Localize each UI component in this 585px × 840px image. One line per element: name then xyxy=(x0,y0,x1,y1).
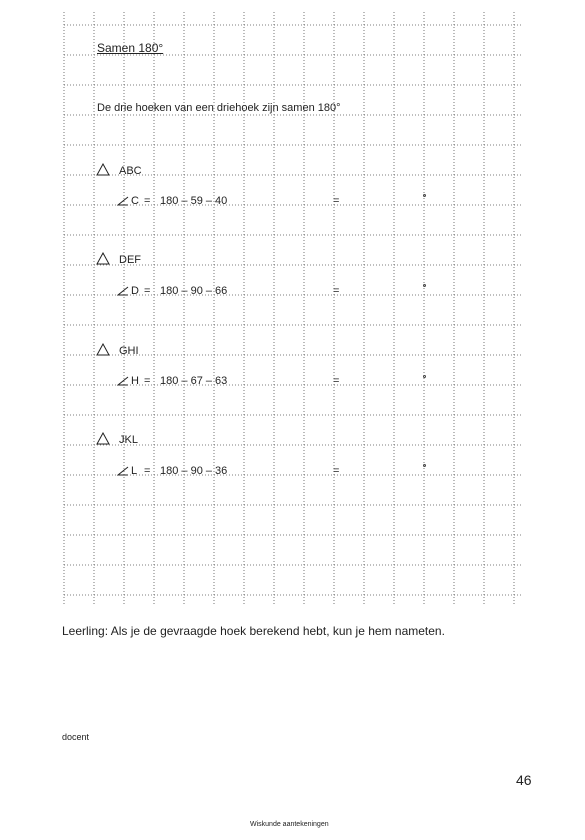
triangle-name: JKL xyxy=(119,434,138,446)
worksheet-intro: De drie hoeken van een driehoek zijn samen 180° xyxy=(97,102,341,114)
result-equals: = xyxy=(333,375,340,387)
equals-sign: = xyxy=(144,465,151,477)
angle-expression: 180 – 90 – 66 xyxy=(160,285,228,297)
triangle-icon xyxy=(96,252,110,265)
triangle-icon xyxy=(96,163,110,176)
angle-icon xyxy=(117,466,129,476)
triangle-name: GHI xyxy=(119,345,139,357)
triangle-icon xyxy=(96,343,110,356)
equals-sign: = xyxy=(144,375,151,387)
result-equals: = xyxy=(333,195,340,207)
result-equals: = xyxy=(333,465,340,477)
degree-icon xyxy=(423,284,426,287)
angle-icon xyxy=(117,376,129,386)
equals-sign: = xyxy=(144,285,151,297)
triangle-icon xyxy=(96,432,110,445)
angle-expression: 180 – 59 – 40 xyxy=(160,195,228,207)
triangle-name: DEF xyxy=(119,254,141,266)
angle-letter: D xyxy=(131,285,139,297)
degree-icon xyxy=(423,375,426,378)
angle-letter: L xyxy=(131,465,138,477)
angle-letter: C xyxy=(131,195,139,207)
degree-icon xyxy=(423,464,426,467)
angle-expression: 180 – 67 – 63 xyxy=(160,375,228,387)
angle-letter: H xyxy=(131,375,139,387)
page-number: 46 xyxy=(516,772,532,788)
angle-icon xyxy=(117,196,129,206)
docent-note: docent xyxy=(62,732,90,742)
degree-icon xyxy=(423,194,426,197)
worksheet-title: Samen 180° xyxy=(97,41,164,55)
leerling-note: Leerling: Als je de gevraagde hoek berekend hebt, kun je hem nameten. xyxy=(62,624,445,638)
triangle-name: ABC xyxy=(119,165,142,177)
angle-expression: 180 – 90 – 36 xyxy=(160,465,228,477)
page-footer: Wiskunde aantekeningen xyxy=(250,821,329,828)
angle-icon xyxy=(117,286,129,296)
result-equals: = xyxy=(333,285,340,297)
equals-sign: = xyxy=(144,195,151,207)
